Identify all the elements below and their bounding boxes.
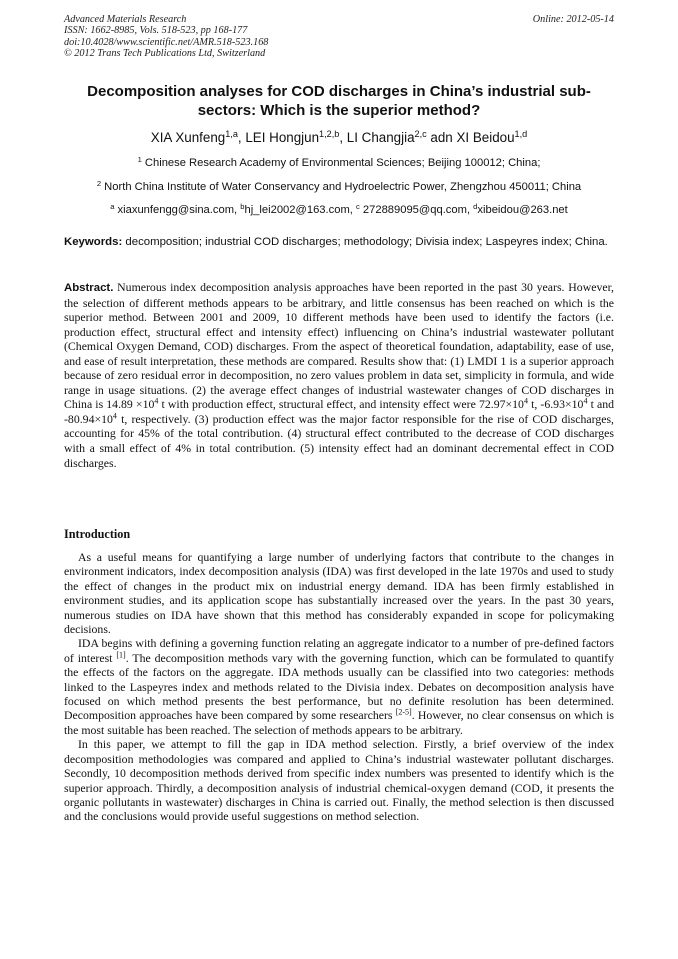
keywords-text: decomposition; industrial COD discharges; methodology; Divisia index; Laspeyres index; China. [122, 236, 608, 248]
abstract-section [64, 280, 614, 470]
author-separator: adn [426, 130, 457, 145]
email-line [40, 203, 638, 217]
citation: [1] [116, 650, 126, 660]
paper-title: Decomposition analyses for COD discharges in China’s industrial sub-sectors: Which is the superior method? [87, 83, 591, 119]
abstract-label: Abstract. [64, 282, 114, 294]
affiliation-text: Chinese Research Academy of Environmental Sciences; Beijing 100012; China; [141, 157, 541, 169]
abstract-text: t, respectively. (3) production effect was the major factor responsible for the rise of COD discharges, accounting for 45% of the total contribution. (4) structural effect contributed to the decrease of COD discharges with a small effect of 4% in total contribution. (5) intensity effect had an dominant decremental effect in COD discharges. [64, 411, 614, 470]
email-text: hj_lei2002@163.com, [244, 204, 356, 216]
exponent: 4 [523, 396, 528, 406]
author-name: LEI Hongjun [245, 130, 320, 145]
copyright-line: © 2012 Trans Tech Publications Ltd, Switzerland [64, 47, 266, 59]
paragraph [64, 636, 614, 737]
journal-name: Advanced Materials Research [64, 14, 187, 25]
email-text: xiaxunfengg@sina.com, [114, 204, 241, 216]
author-name: XIA Xunfeng [150, 130, 226, 145]
affiliation-2 [40, 180, 638, 194]
exponent: 4 [154, 396, 159, 406]
abstract-text: Numerous index decomposition analysis approaches have been reported in the past 30 years. However, the selection of different methods appears to be arbitrary, and little consensus has been reached on which is the superior method. Between 2001 and 2009, 10 different methods have been used to identify the factors (i.e. production effect, structural effect and intensity effect) influencing on China’s industrial wastewater pollutant (Chemical Oxygen Demand, COD) discharges. From the aspect of theoretical foundation, adaptability, ease of use, and ease of result interpretation, these methods are compared. Results show that: (1) LMDI 1 is a superior approach because of zero residual error in decomposition, no zero values problem in data set, simplicity in formula, and wide range in usage situations. (2) the average effect changes of industrial wastewater changes of COD discharges in China is 14.89 ×10 [64, 280, 614, 412]
affiliation-superscript: 1 [137, 154, 142, 164]
paragraph-text: . The decomposition methods vary with the governing function, which can be formulated to quantify the effects of the factors on the aggregate. IDA methods usually can be classified into two categories: methods linked to the Laspeyres index and methods related to the Divisia index. Debates on decomposition analysis have focused on which method presents the best performance, but no definite resolution has been determined. Decomposition approaches have been compared by some researchers [64, 650, 614, 723]
abstract-text: t with production effect, structural effect, and intensity effect were 72.97×10 [158, 397, 524, 412]
email-text: 272889095@qq.com, [359, 204, 474, 216]
paragraph: As a useful means for quantifying a large number of underlying factors that contribute to the changes in environment indicators, index decomposition analysis (IDA) was first developed in the late 1970s and used to study the effect of changes in the product mix on industrial energy demand. IDA has been firmly established in environment studies, and its application scope has substantially increased over the years. In the past 30 years, numerous studies on IDA have shown that this method has considerably expanded in scope for policymaking decisions. [64, 550, 614, 637]
paragraph: In this paper, we attempt to fill the gap in IDA method selection. Firstly, a brief overview of the index decomposition methodologies was compared and applied to China’s industrial wastewater pollutant discharges. Secondly, 10 decomposition methods derived from specific index numbers was presented to identify which is the superior approach. Thirdly, a decomposition analysis of industrial chemical-oxygen demand (COD, it presents the organic pollutants in wastewater) discharges in China is carried out. Finally, the method selection is then discussed and the conclusions would provide useful suggestions on method selection. [64, 737, 614, 824]
email-superscript: d [473, 201, 478, 211]
issn-line: ISSN: 1662-8985, Vols. 518-523, pp 168-177 [64, 25, 248, 37]
keywords-section [64, 235, 614, 250]
author-name: XI Beidou [456, 130, 515, 145]
author-superscript: 1,2,b [319, 129, 340, 139]
doi-line: doi:10.4028/www.scientific.net/AMR.518-523.168 [64, 36, 269, 48]
email-text: xibeidou@263.net [477, 204, 568, 216]
exponent: 4 [112, 411, 117, 421]
publication-info [64, 14, 614, 59]
email-superscript: c [355, 201, 360, 211]
section-heading: Introduction [64, 527, 131, 541]
abstract-text: t, -6.93×10 [527, 397, 584, 412]
author-name: LI Changjia [346, 130, 415, 145]
paragraph-text: IDA begins with defining a governing function relating an aggregate indicator to a number of pre-defined factors of interest [64, 636, 614, 665]
citation: [2-5] [395, 708, 412, 718]
paragraph-text: . However, no clear consensus on which is the most suitable has been reached. The selection of methods appears to be arbitrary. [64, 708, 614, 737]
exponent: 4 [583, 396, 588, 406]
author-superscript: 2,c [414, 129, 427, 139]
author-separator: , [339, 130, 347, 145]
affiliation-superscript: 2 [96, 178, 102, 188]
page-header [64, 14, 614, 59]
email-superscript: a [110, 201, 115, 211]
abstract-text: t and -80.94×10 [64, 397, 614, 426]
author-superscript: 1,a [225, 129, 238, 139]
online-date: Online: 2012-05-14 [532, 14, 614, 25]
author-separator: , [237, 130, 246, 145]
affiliation-1 [40, 156, 638, 170]
introduction-body [64, 550, 614, 824]
affiliation-text: North China Institute of Water Conservancy and Hydroelectric Power, Zhengzhou 450011; China [101, 181, 582, 193]
keywords-label: Keywords: [64, 236, 123, 248]
email-superscript: b [240, 201, 245, 211]
author-superscript: 1,d [514, 129, 528, 139]
author-list [40, 130, 638, 146]
